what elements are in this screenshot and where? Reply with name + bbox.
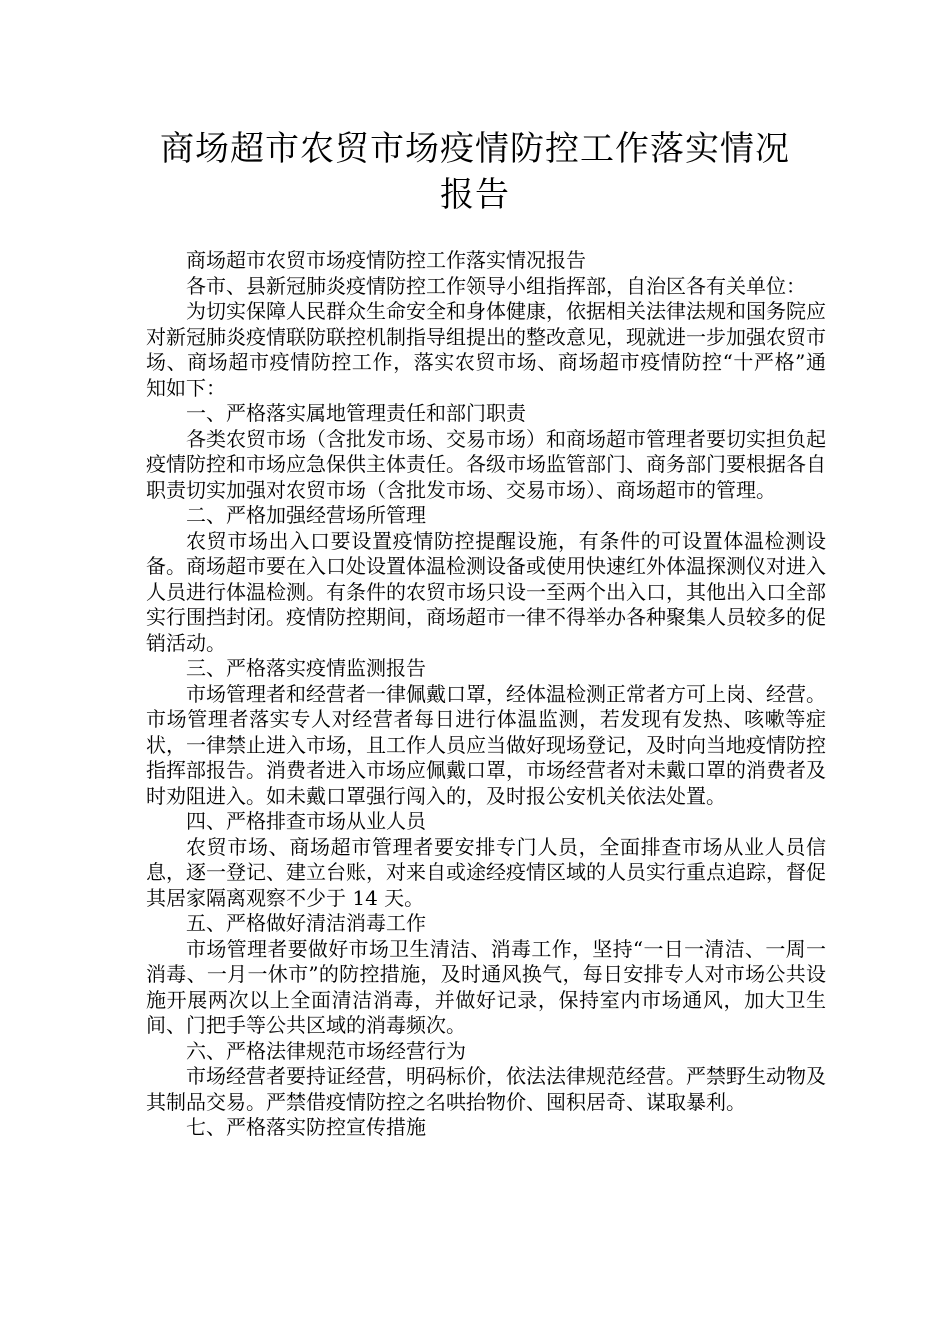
body-paragraph-recipients: 各市、县新冠肺炎疫情防控工作领导小组指挥部，自治区各有关单位： bbox=[186, 273, 806, 298]
section-body-1: 各类农贸市场（含批发市场、交易市场）和商场超市管理者要切实担负起疫情防控和市场应急保供主体责任。各级市场监管部门、商务部门要根据各自职责切实加强对农贸市场（含批发市场、交易市场）、商场超市的管理。 bbox=[146, 426, 826, 502]
document-body bbox=[146, 248, 826, 1141]
section-body-6: 市场经营者要持证经营，明码标价，依法法律规范经营。严禁野生动物及其制品交易。严禁借疫情防控之名哄抬物价、囤积居奇、谋取暴利。 bbox=[146, 1064, 826, 1114]
section-heading-5: 五、严格做好清洁消毒工作 bbox=[186, 911, 426, 935]
section-heading-4: 四、严格排查市场从业人员 bbox=[186, 809, 426, 833]
document-title-line-2: 报告 bbox=[440, 175, 510, 215]
body-paragraph-subtitle: 商场超市农贸市场疫情防控工作落实情况报告 bbox=[186, 248, 586, 272]
section-body-4: 农贸市场、商场超市管理者要安排专门人员，全面排查市场从业人员信息，逐一登记、建立台账，对来自或途经疫情区域的人员实行重点追踪，督促其居家隔离观察不少于 14 天。 bbox=[146, 834, 826, 910]
section-body-5: 市场管理者要做好市场卫生清洁、消毒工作，坚持“一日一清洁、一周一消毒、一月一休市”的防控措施，及时通风换气，每日安排专人对市场公共设施开展两次以上全面清洁消毒，并做好记录，保持室内市场通风，加大卫生间、门把手等公共区域的消毒频次。 bbox=[146, 936, 826, 1037]
body-paragraph-intro: 为切实保障人民群众生命安全和身体健康，依据相关法律法规和国务院应对新冠肺炎疫情联防联控机制指导组提出的整改意见，现就进一步加强农贸市场、商场超市疫情防控工作，落实农贸市场、商场超市疫情防控“十严格”通知如下： bbox=[146, 299, 826, 400]
section-body-2: 农贸市场出入口要设置疫情防控提醒设施，有条件的可设置体温检测设备。商场超市要在入口处设置体温检测设备或使用快速红外体温探测仪对进入人员进行体温检测。有条件的农贸市场只设一至两个出入口，其他出入口全部实行围挡封闭。疫情防控期间，商场超市一律不得举办各种聚集人员较多的促销活动。 bbox=[146, 528, 826, 655]
section-heading-3: 三、严格落实疫情监测报告 bbox=[186, 656, 426, 680]
document-title bbox=[120, 126, 830, 218]
section-heading-2: 二、严格加强经营场所管理 bbox=[186, 503, 426, 527]
section-body-3: 市场管理者和经营者一律佩戴口罩，经体温检测正常者方可上岗、经营。市场管理者落实专人对经营者每日进行体温监测，若发现有发热、咳嗽等症状，一律禁止进入市场，且工作人员应当做好现场登记，及时向当地疫情防控指挥部报告。消费者进入市场应佩戴口罩，市场经营者对未戴口罩的消费者及时劝阻进入。如未戴口罩强行闯入的，及时报公安机关依法处置。 bbox=[146, 681, 826, 808]
section-heading-6: 六、严格法律规范市场经营行为 bbox=[186, 1038, 466, 1063]
document-title-line-1: 商场超市农贸市场疫情防控工作落实情况 bbox=[160, 129, 790, 169]
section-heading-7: 七、严格落实防控宣传措施 bbox=[186, 1115, 426, 1139]
section-heading-1: 一、严格落实属地管理责任和部门职责 bbox=[186, 401, 526, 425]
